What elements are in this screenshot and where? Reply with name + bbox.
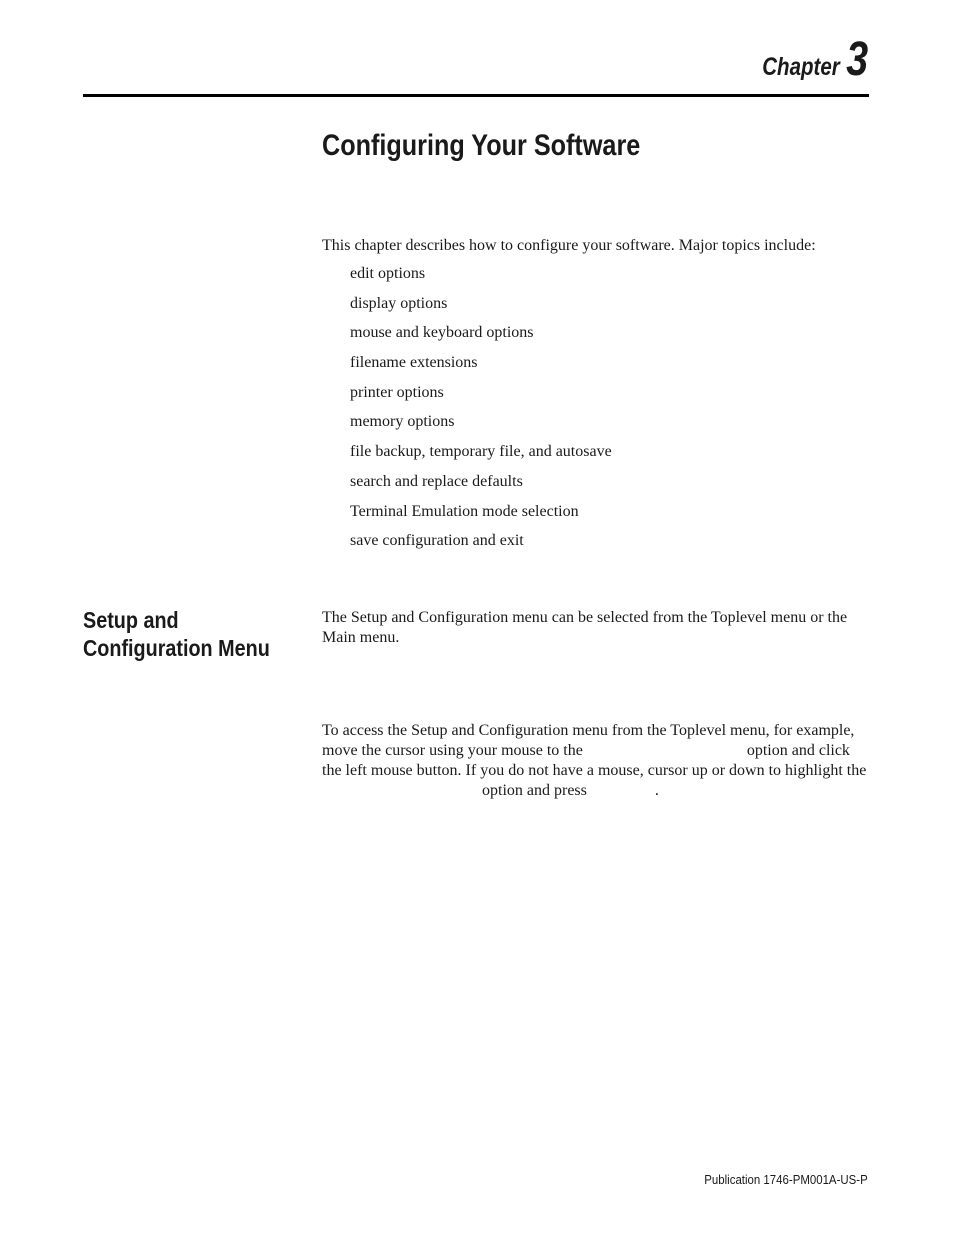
section-heading: Setup and Configuration Menu (83, 607, 270, 661)
footer-publication: Publication 1746-PM001A-US-P (704, 1172, 868, 1187)
paragraph-text: option and press (482, 782, 587, 799)
list-item: filename extensions (350, 354, 478, 372)
chapter-header (762, 33, 868, 86)
list-item: mouse and keyboard options (350, 324, 534, 342)
list-item: edit options (350, 265, 426, 282)
list-item: Terminal Emulation mode selection (350, 502, 579, 520)
list-item: file backup, temporary file, and autosave (350, 443, 612, 461)
list-item: search and replace defaults (350, 472, 523, 490)
chapter-label: Chapter (762, 53, 840, 81)
list-item: display options (350, 294, 448, 312)
intro-paragraph: This chapter describes how to configure your software. Major topics include: (322, 237, 816, 254)
section-paragraph-1: The Setup and Configuration menu can be selected from the Toplevel menu or the Main menu. (322, 609, 848, 646)
chapter-title: Configuring Your Software (322, 129, 641, 162)
header-rule (83, 94, 869, 97)
paragraph-text: option and click the left mouse button. If you do not have a mouse, cursor up or down to highlight the (322, 742, 867, 779)
list-item: printer options (350, 383, 444, 401)
paragraph-text: To access the Setup and Configuration menu from the Toplevel menu, for example, move the cursor using your mouse to the (322, 722, 855, 759)
section-paragraph-2 (322, 721, 870, 801)
topic-list (350, 264, 612, 561)
list-item: memory options (350, 413, 455, 431)
list-item: save configuration and exit (350, 532, 524, 550)
chapter-number: 3 (846, 33, 868, 86)
paragraph-text: . (654, 782, 659, 799)
